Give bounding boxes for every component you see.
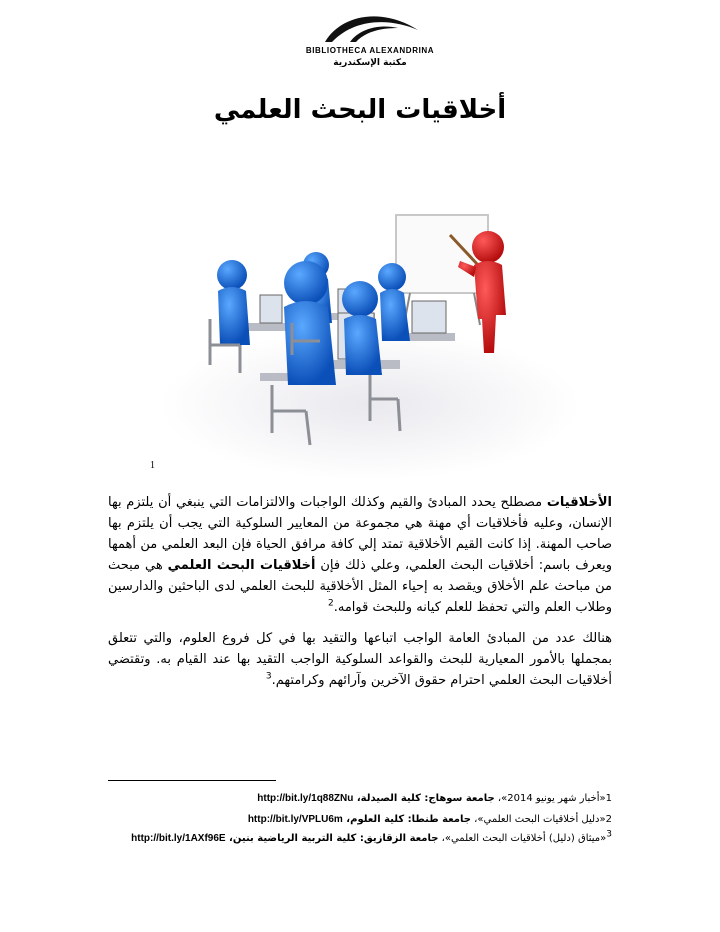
footnote-1-link[interactable]: http://bit.ly/1q88ZNu (257, 793, 354, 804)
footnote-3-link[interactable]: http://bit.ly/1AXf96E (131, 833, 226, 844)
bibliotheca-alexandrina-logo (285, 8, 455, 70)
logo-arc-icon (320, 8, 420, 44)
footnote-divider (108, 780, 276, 781)
footnote-3-source: جامعة الزقازيق: كلية التربية الرياضية بنين، (225, 833, 439, 844)
logo-english-text: BIBLIOTHECA ALEXANDRINA (305, 46, 435, 55)
footnote-2-source: جامعة طنطا: كلية العلوم، (342, 814, 471, 825)
footnote-3-number: 3 (606, 829, 612, 840)
footnote-3-text: «ميثاق (دليل) أخلاقيات البحث العلمي»، (438, 833, 607, 844)
footnote-2-link[interactable]: http://bit.ly/VPLU6m (247, 814, 343, 825)
footnote-ref-3[interactable]: 3 (265, 671, 272, 682)
footnote-1-text: «أخبار شهر يونيو 2014»، (494, 793, 606, 804)
term-research-ethics: أخلاقيات البحث العلمي (167, 558, 316, 573)
paragraph-ethics-definition: الأخلاقيات مصطلح يحدد المبادئ والقيم وكذلك الواجبات والالتزامات التي ينبغي أن يلتزم بها الإنسان، وعليه فأخلاقيات أي مهنة هي مجموعة من المعايير السلوكية التي يجب أن يلتزم بها صاحب المهنة. إذا كانت القيم الأخلاقية تمتد إلي كافة مرافق الحياة فإن البعد العلمي من أهمها ويعرف باسم: أخلاقيات البحث العلمي، وعلي ذلك فإن أخلاقيات البحث العلمي هي مبحث من مباحث علم الأخلاق ويقصد به إحياء المثل الأخلاقية للبحث العلمي لدى الباحثين والدارسين وطلاب العلم والتي تحفظ للعلم كيانه وللبحث قوامه.$^2$ (108, 495, 613, 615)
footnote-1-number: 1 (605, 793, 612, 804)
footnote-1-source: جامعة سوهاج: كلية الصيدلة، (353, 793, 495, 804)
footnote-3 (100, 829, 612, 846)
logo-arabic-text: مكتبة الإسكندرية (333, 58, 407, 68)
footnote-2-text: «دليل أخلاقيات البحث العلمي»، (470, 814, 606, 825)
term-ethics: الأخلاقيات (546, 495, 612, 510)
footnote-ref-2[interactable]: 2 (327, 598, 334, 609)
paragraph-general-principles: هنالك عدد من المبادئ العامة الواجب اتباعها والتقيد بها في كل فروع العلوم، والتي تتعلق بمجملها بالأمور المعيارية للبحث والقواعد السلوكية الواجب التقيد بها عند القيام به. وتقتضي أخلاقيات البحث العلمي احترام حقوق الآخرين وآرائهم وكرامتهم.$^3$ (108, 631, 612, 688)
classroom-illustration (160, 195, 580, 485)
footnote-2-number: 2 (605, 814, 612, 825)
page-title: أخلاقيات البحث العلمي (213, 95, 507, 125)
paragraph1-text-b: هي مبحث من مباحث علم الأخلاق ويقصد به إحياء المثل الأخلاقية للبحث العلمي لدى الباحثين والدارسين وطلاب العلم والتي تحفظ للعلم كيانه وللبحث قوامه (108, 558, 612, 615)
footnote-2 (100, 813, 612, 827)
paragraph2-text: هنالك عدد من المبادئ العامة الواجب اتباعها والتقيد بها في كل فروع العلوم، والتي تتعلق بمجملها بالأمور المعيارية للبحث والقواعد السلوكية الواجب التقيد بها عند القيام به. وتقتضي أخلاقيات البحث العلمي احترام حقوق الآخرين وآرائهم وكرامتهم (108, 631, 612, 688)
paragraph1-text-a: مصطلح يحدد المبادئ والقيم وكذلك الواجبات والالتزامات التي ينبغي أن يلتزم بها الإنسان، وعليه فأخلاقيات أي مهنة هي مجموعة من المعايير السلوكية التي يجب أن يلتزم بها صاحب المهنة. إذا كانت القيم الأخلاقية تمتد إلي كافة مرافق الحياة فإن البعد العلمي من أهمها ويعرف باسم: أخلاقيات البحث العلمي، وعلي ذلك فإن (108, 495, 613, 573)
image-footnote-marker: 1 (150, 460, 155, 471)
footnote-1 (100, 792, 612, 806)
